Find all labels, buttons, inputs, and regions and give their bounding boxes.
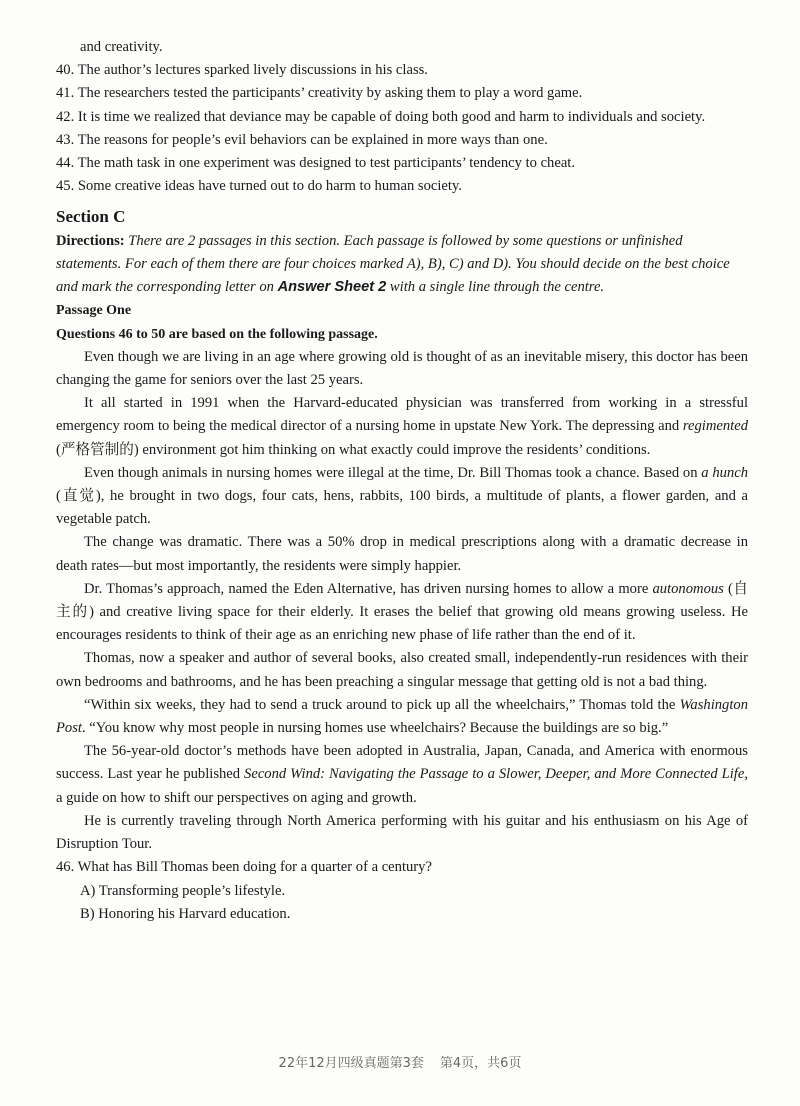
questions-intro: Questions 46 to 50 are based on the following passage.	[56, 326, 378, 342]
paragraph-2-text: It all started in 1991 when the Harvard-educated physician was transferred from working in a stressful emergency room to being the medical director of a nursing home in upstate New York. The depressing and	[56, 395, 748, 435]
answer-sheet-label: Answer Sheet 2	[277, 279, 387, 296]
paragraph-7	[56, 694, 748, 740]
term-autonomous: autonomous	[652, 580, 724, 597]
footer-exam-label: 22年12月四级真题第3套	[278, 1056, 424, 1071]
paragraph-2	[56, 392, 748, 462]
section-title: Section C	[56, 207, 126, 227]
statement-43: 43. The reasons for people’s evil behaviors can be explained in more ways than one.	[56, 131, 548, 148]
directions-text-end: with a single line through the centre.	[386, 279, 605, 296]
footer-page-number: 第4页，共6页	[439, 1056, 522, 1071]
paragraph-4: The change was dramatic. There was a 50% drop in medical prescriptions along with a dramatic decrease in death rates—but most importantly, the residents were simply happier.	[56, 534, 748, 574]
directions-label: Directions:	[56, 233, 125, 250]
statement-list	[56, 59, 748, 198]
passage-title: Passage One	[56, 303, 132, 319]
paragraph-6: Thomas, now a speaker and author of several books, also created small, independently-run residences with their own bedrooms and bathrooms, and he has been preaching a singular message that getting old is not a bad thing.	[56, 650, 748, 690]
paragraph-3	[56, 462, 748, 532]
paragraph-5-text: Dr. Thomas’s approach, named the Eden Alternative, has driven nursing homes to allow a more	[84, 580, 653, 597]
paragraph-3-text: Even though animals in nursing homes were illegal at the time, Dr. Bill Thomas took a chance. Based on	[84, 464, 702, 481]
gloss-hunch: (直觉)	[56, 488, 101, 505]
question-stem: 46. What has Bill Thomas been doing for a quarter of a century?	[56, 859, 432, 876]
option-b: B) Honoring his Harvard education.	[80, 905, 291, 922]
paragraph-8-text: The 56-year-old doctor’s methods have been adopted in Australia, Japan, Canada, and America with enormous success. Last year he published	[56, 743, 748, 783]
paragraph-5-text-end: and creative living space for their elderly. It erases the belief that growing old means growing useless. He encourages residents to think of their age as an enriching new phase of life rather than the end of it.	[56, 604, 748, 644]
gloss-autonomous: (自主的)	[56, 580, 748, 621]
term-regimented: regimented	[682, 418, 748, 435]
book-title: Second Wind: Navigating the Passage to a Slower, Deeper, and More Connected Life	[244, 766, 745, 783]
paragraph-8-text-end: , a guide on how to shift our perspectives on aging and growth.	[56, 766, 748, 806]
page-footer	[0, 1052, 800, 1075]
paragraph-9: He is currently traveling through North America performing with his guitar and his enthusiasm on his Age of Disruption Tour.	[56, 812, 748, 853]
paragraph-5	[56, 578, 748, 648]
paragraph-7-text: “Within six weeks, they had to send a truck around to pick up all the wheelchairs,” Thomas told the	[84, 696, 680, 713]
continuation-line: and creativity.	[80, 39, 163, 55]
option-a: A) Transforming people’s lifestyle.	[80, 882, 286, 899]
statement-41: 41. The researchers tested the participants’ creativity by asking them to play a word game.	[56, 85, 583, 102]
directions-text: There are 2 passages in this section. Each passage is followed by some questions or unfinished statements. For each of them there are four choices marked A), B), C) and D). You should decide on the best choice and mark the corresponding letter on	[56, 233, 730, 296]
paragraph-1: Even though we are living in an age where growing old is thought of as an inevitable misery, this doctor has been changing the game for seniors over the last 25 years.	[56, 348, 748, 389]
passage-body	[56, 346, 748, 856]
directions	[56, 230, 748, 299]
statement-42: 42. It is time we realized that deviance may be capable of doing both good and harm to individuals and society.	[56, 108, 706, 125]
gloss-regimented: (严格管制的)	[56, 441, 143, 458]
publication-name: Washington Post	[56, 696, 748, 737]
statement-45: 45. Some creative ideas have turned out to do harm to human society.	[56, 178, 462, 195]
question-46	[56, 856, 748, 926]
paragraph-2-text-end: environment got him thinking on what exactly could improve the residents’ conditions.	[142, 441, 651, 458]
paragraph-8	[56, 740, 748, 810]
paragraph-7-text-end: . “You know why most people in nursing homes use wheelchairs? Because the buildings are so big.”	[81, 720, 669, 737]
paragraph-3-text-end: , he brought in two dogs, four cats, hens, rabbits, 100 birds, a multitude of plants, a flower garden, and a vegetable patch.	[56, 488, 748, 528]
document-page	[56, 36, 748, 926]
statement-44: 44. The math task in one experiment was designed to test participants’ tendency to cheat.	[56, 155, 576, 172]
term-a-hunch: a hunch	[701, 464, 748, 481]
statement-40: 40. The author’s lectures sparked lively discussions in his class.	[56, 62, 428, 79]
